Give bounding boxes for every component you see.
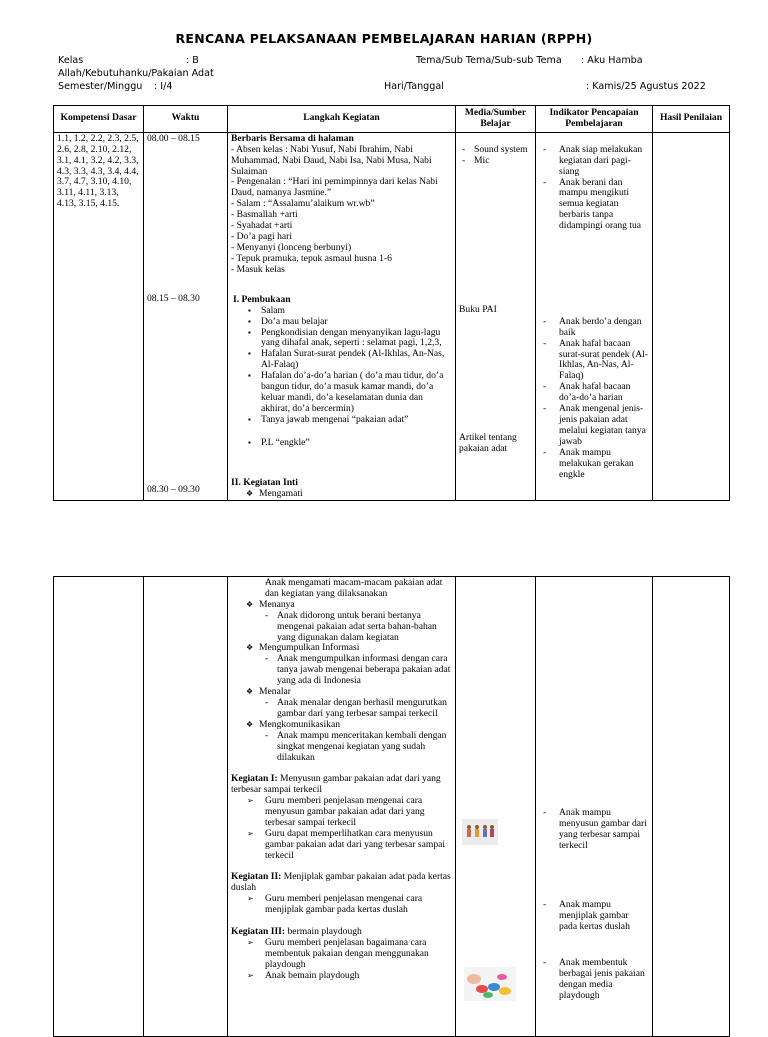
kegiatan1-item: ➢ Guru memberi penjelasan mengenai cara menyusun gambar pakaian adat dari yang terbesar sampai terkecil <box>231 796 452 829</box>
indikator-item: - Anak siap melakukan kegiatan dari pagi-siang <box>539 145 649 178</box>
kd-cell <box>54 132 144 500</box>
media-buku: Buku PAI <box>459 303 497 315</box>
berbaris-line: - Basmallah +arti <box>231 209 298 221</box>
berbaris-list <box>231 145 452 276</box>
mengamati-label: ❖ Mengamati <box>231 489 452 500</box>
kelas-label: Kelas <box>58 55 84 66</box>
kelas-value: : B <box>186 55 199 66</box>
time-slot-3: 08.30 – 09.30 <box>147 483 200 495</box>
berbaris-line: - Syahadat +arti <box>231 220 293 232</box>
indikator-cell <box>536 132 653 500</box>
media-item: - Sound system <box>459 145 532 156</box>
berbaris-line: - Salam : “Assalamu’alaikum wr.wb” <box>231 198 375 210</box>
waktu-cell-2 <box>144 577 228 1037</box>
mengkomunikasikan-label: ❖ Mengkomunikasikan <box>231 720 452 731</box>
berbaris-line: - Do’a pagi hari <box>231 230 293 242</box>
kegiatan2-item: ➢ Guru memberi penjelasan mengenai cara menjiplak gambar pada kertas duslah <box>231 894 452 916</box>
kegiatan2-title: Kegiatan II: Menjiplak gambar pakaian adat pada kertas duslah <box>231 871 451 894</box>
menanya-label: ❖ Menanya <box>231 600 452 611</box>
pembukaan-item: ▪ Salam <box>261 306 452 317</box>
inti-section <box>231 478 452 500</box>
indikator-item: - Anak berani dan mampu mengikuti semua kegiatan berbaris tanpa didampingi orang tua <box>539 178 649 233</box>
pembukaan-item: ▪ Do’a mau belajar <box>261 317 452 328</box>
mengamati-text: - Anak mengamati macam-macam pakaian adat dan kegiatan yang dilaksanakan <box>231 578 452 600</box>
mengkomunikasikan-text: - Anak mampu menceritakan kembali dengan singkat mengenai kegiatan yang sudah dilakukan <box>231 731 452 764</box>
berbaris-line: - Absen kelas : Nabi Yusuf, Nabi Ibrahim, Nabi Muhammad, Nabi Daud, Nabi Isa, Nabi Musa, Nabi Sulaiman <box>231 143 432 177</box>
media-cell <box>456 132 536 500</box>
kegiatan1-title: Kegiatan I: Menyusun gambar pakaian adat dari yang terbesar sampai terkecil <box>231 773 441 796</box>
tema-label: Tema/Sub Tema/Sub-sub Tema <box>416 55 562 66</box>
media-list <box>459 145 532 167</box>
playdough-icon <box>464 967 516 1001</box>
berbaris-line: - Pengenalan : “Hari ini pemimpinnya dari kelas Nabi Daud, namanya Jasmine.” <box>231 176 438 199</box>
header-langkah: Langkah Kegiatan <box>228 106 456 133</box>
pembukaan-item: ▪ Tanya jawab mengenai “pakaian adat” <box>261 415 452 426</box>
berbaris-line: - Menyanyi (lonceng berbunyi) <box>231 241 352 253</box>
kegiatan1-indikator: - Anak mampu menyusun gambar dari yang terbesar sampai terkecil <box>539 808 649 852</box>
hari-label: Hari/Tanggal <box>384 81 444 92</box>
menanya-text: - Anak didorong untuk berani bertanya mengenai pakaian adat serta bahan-bahan yang digunakan dalam kegiatan <box>231 611 452 644</box>
pembukaan-item: ▪ Hafalan do’a-do’a harian ( do’a mau tidur, do’a bangun tidur, do’a masuk kamar mandi, do’a keluar mandi, do’a keselamatan dunia dan akhirat, do’a bercermin) <box>261 371 452 415</box>
page-title: RENCANA PELAKSANAAN PEMBELAJARAN HARIAN (RPPH) <box>175 31 593 46</box>
pembukaan-heading: I. Pembukaan <box>233 293 291 305</box>
pakaian-adat-image <box>462 819 498 845</box>
media-item: - Mic <box>459 156 532 167</box>
indikator-list-1 <box>539 145 649 232</box>
header-kompetensi: Kompetensi Dasar <box>54 106 144 133</box>
hari-value: : Kamis/25 Agustus 2022 <box>586 81 706 92</box>
pembukaan-list <box>231 306 452 449</box>
rpph-table-page2 <box>53 576 730 1037</box>
pembukaan-section <box>231 295 452 449</box>
berbaris-line: - Masuk kelas <box>231 263 285 275</box>
indikator-cell-2 <box>536 577 653 1037</box>
header-waktu: Waktu <box>144 106 228 133</box>
menalar-text: - Anak menalar dengan berhasil mengurutkan gambar dari yang terbesar sampai terkecil <box>231 698 452 720</box>
hasil-cell <box>653 132 730 500</box>
inti-heading: II. Kegiatan Inti <box>231 476 298 488</box>
mengumpulkan-text: - Anak mengumpulkan informasi dengan cara tanya jawab mengenai beberapa pakaian adat yang ada di Indonesia <box>231 654 452 687</box>
pakaian-adat-figures-icon <box>462 819 498 845</box>
langkah-cell-2 <box>228 577 456 1037</box>
kegiatan3-item: ➢ Guru memberi penjelasan bagaimana cara membentuk pakaian dengan menggunakan playdough <box>231 938 452 971</box>
header-hasil: Hasil Penilaian <box>653 106 730 133</box>
header-media: Media/Sumber Belajar <box>456 106 536 133</box>
hasil-cell-2 <box>653 577 730 1037</box>
kegiatan3-indikator: - Anak membentuk berbagai jenis pakaian dengan media playdough <box>539 958 649 1002</box>
pembukaan-item: ▪ Hafalan Surat-surat pendek (Al-Ikhlas, An-Nas, Al-Falaq) <box>261 349 452 371</box>
kd-list: 1.1, 1.2, 2.2, 2.3, 2.5, 2.6, 2.8, 2.10, 2.12, 3.1, 4.1, 3.2, 4.2, 3.3, 4.3, 3.3, 4.3, 3.4, 4.4, 3.7, 4.7, 3.10, 4.10, 3.11, 4.11, 3.13, 4.13, 3.15, 4.15. <box>57 132 139 210</box>
berbaris-line: - Tepuk pramuka, tepuk asmaul husna 1-6 <box>231 252 392 264</box>
kegiatan2-indikator: - Anak mampu menjiplak gambar pada kertas duslah <box>539 900 649 933</box>
kegiatan3-item: ➢ Anak bemain playdough <box>231 971 452 982</box>
langkah-cell <box>228 132 456 500</box>
menalar-label: ❖ Menalar <box>231 687 452 698</box>
waktu-cell <box>144 132 228 500</box>
semester-label: Semester/Minggu <box>58 81 143 92</box>
indikator-item: - Anak berdo’a dengan baik <box>539 317 649 339</box>
indikator-item: - Anak mengenal jenis-jenis pakaian adat melalui kegiatan tanya jawab <box>539 404 649 448</box>
indikator-list-2 <box>539 317 649 481</box>
indikator-item: - Anak hafal bacaan do’a-do’a harian <box>539 382 649 404</box>
pembukaan-item: ▪ P.L “engkle” <box>261 438 452 449</box>
mengumpulkan-label: ❖ Mengumpulkan Informasi <box>231 643 452 654</box>
kegiatan3-title: Kegiatan III: bermain playdough <box>231 925 362 937</box>
indikator-item: - Anak hafal bacaan surat-surat pendek (Al-Ikhlas, An-Nas, Al-Falaq) <box>539 339 649 383</box>
berbaris-heading: Berbaris Bersama di halaman <box>231 132 354 144</box>
header-indikator: Indikator Pencapaian Pembelajaran <box>536 106 653 133</box>
media-artikel: Artikel tentang pakaian adat <box>459 431 517 454</box>
media-cell-2 <box>456 577 536 1037</box>
time-slot-2: 08.15 – 08.30 <box>147 292 200 304</box>
kd-cell-2 <box>54 577 144 1037</box>
tema-continued: Allah/Kebutuhanku/Pakaian Adat <box>58 68 214 79</box>
playdough-image <box>464 967 516 1001</box>
semester-value: : I/4 <box>154 81 173 92</box>
indikator-item: - Anak mampu melakukan gerakan engkle <box>539 448 649 481</box>
pembukaan-item: ▪ Pengkondisian dengan menyanyikan lagu-lagu yang dihafal anak, seperti : selamat pagi, 1,2,3, <box>261 328 452 350</box>
kegiatan1-item: ➢ Guru dapat memperlihatkan cara menyusun gambar pakaian adat dari yang terbesar sampai terkecil <box>231 829 452 862</box>
time-slot-1: 08.00 – 08.15 <box>147 132 200 144</box>
tema-value: : Aku Hamba <box>581 55 643 66</box>
rpph-table-page1 <box>53 105 730 501</box>
